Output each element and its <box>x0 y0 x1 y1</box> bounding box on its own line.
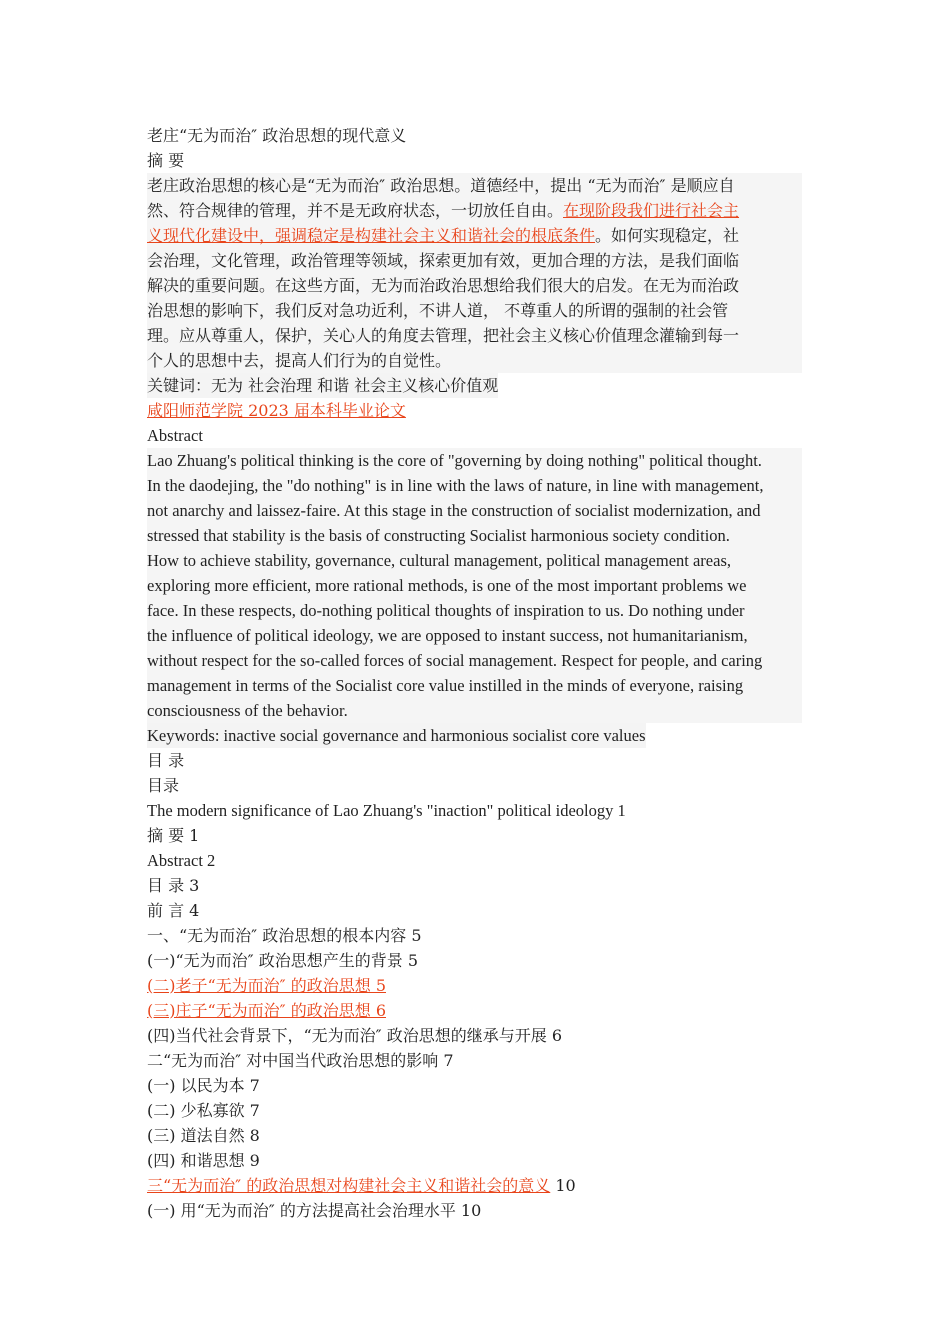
toc-item <box>147 898 807 923</box>
toc-item-text: (一) 以民为本 7 <box>147 1076 260 1095</box>
abstract-line <box>147 323 802 348</box>
school-link[interactable]: 咸阳师范学院 2023 届本科毕业论文 <box>147 401 406 420</box>
abstract-heading: 摘 要 <box>147 151 185 170</box>
abstract-en-paragraph <box>147 448 802 723</box>
abstract-en-line: the influence of political ideology, we are opposed to instant success, not humanitarianism, <box>147 626 748 645</box>
table-of-contents <box>147 798 807 1223</box>
toc-item <box>147 923 807 948</box>
toc-item-text: (一) 用“无为而治″ 的方法提高社会治理水平 10 <box>147 1201 482 1220</box>
toc-item <box>147 1023 807 1048</box>
toc-item <box>147 1148 807 1173</box>
abstract-line <box>147 198 802 223</box>
toc-subheading: 目录 <box>147 776 180 795</box>
abstract-line <box>147 223 802 248</box>
abstract-text: 治思想的影响下，我们反对急功近利，不讲人道， 不尊重人的所谓的强制的社会管 <box>147 301 729 320</box>
toc-item[interactable] <box>147 973 807 998</box>
toc-item-text: 前 言 4 <box>147 901 200 920</box>
toc-item <box>147 1048 807 1073</box>
toc-item[interactable] <box>147 998 807 1023</box>
abstract-en-line: exploring more efficient, more rational methods, is one of the most important problems we <box>147 576 747 595</box>
toc-item-text: (三) 道法自然 8 <box>147 1126 260 1145</box>
abstract-link[interactable]: 义现代化建设中，强调稳定是构建社会主义和谐社会的根底条件 <box>147 226 596 245</box>
abstract-en-line: without respect for the so-called forces of social management. Respect for people, and caring <box>147 651 763 670</box>
document-title: 老庄“无为而治″ 政治思想的现代意义 <box>147 126 407 145</box>
abstract-text: 理。应从尊重人，保护，关心人的角度去管理，把社会主义核心价值理念灌输到每一 <box>147 326 740 345</box>
toc-item <box>147 1123 807 1148</box>
abstract-text: 个人的思想中去，提高人们行为的自觉性。 <box>147 351 452 370</box>
toc-item-text: 一、“无为而治″ 政治思想的根本内容 5 <box>147 926 422 945</box>
keywords-en: Keywords: inactive social governance and harmonious socialist core values <box>147 723 646 748</box>
abstract-en-line: face. In these respects, do-nothing political thoughts of inspiration to us. Do nothing under <box>147 601 745 620</box>
toc-item <box>147 1073 807 1098</box>
abstract-en-line: How to achieve stability, governance, cultural management, political management areas, <box>147 551 731 570</box>
abstract-line <box>147 348 802 373</box>
toc-item-link[interactable]: (三)庄子“无为而治″ 的政治思想 6 <box>147 1001 386 1020</box>
toc-item <box>147 948 807 973</box>
abstract-en-line: not anarchy and laissez-faire. At this stage in the construction of socialist modernization, and <box>147 501 761 520</box>
abstract-line <box>147 298 802 323</box>
abstract-line <box>147 273 802 298</box>
toc-item-text: 二“无为而治″ 对中国当代政治思想的影响 7 <box>147 1051 454 1070</box>
abstract-text: 然、符合规律的管理，并不是无政府状态，一切放任自由。 <box>147 201 564 220</box>
abstract-en-line: Lao Zhuang's political thinking is the core of "governing by doing nothing" political thought. <box>147 451 762 470</box>
abstract-link[interactable]: 在现阶段我们进行社会主 <box>563 201 740 220</box>
abstract-en-line: consciousness of the behavior. <box>147 701 348 720</box>
toc-item <box>147 798 807 823</box>
abstract-en-line: management in terms of the Socialist core value instilled in the minds of everyone, raising <box>147 676 744 695</box>
toc-item-text: (四) 和谐思想 9 <box>147 1151 260 1170</box>
toc-item-link[interactable]: (二)老子“无为而治″ 的政治思想 5 <box>147 976 386 995</box>
toc-item[interactable] <box>147 1173 807 1198</box>
abstract-en-line: stressed that stability is the basis of constructing Socialist harmonious society condition. <box>147 526 730 545</box>
toc-item <box>147 873 807 898</box>
abstract-text: 。如何实现稳定，社 <box>595 226 740 245</box>
abstract-en-heading: Abstract <box>147 426 203 445</box>
abstract-text: 老庄政治思想的核心是“无为而治″ 政治思想。道德经中，提出 “无为而治″ 是顺应自 <box>147 176 735 195</box>
toc-item-text: 摘 要 1 <box>147 826 200 845</box>
abstract-line <box>147 248 802 273</box>
toc-item-link[interactable]: 三“无为而治″ 的政治思想对构建社会主义和谐社会的意义 <box>147 1176 551 1195</box>
toc-item-text: The modern significance of Lao Zhuang's "inaction" political ideology 1 <box>147 801 626 820</box>
toc-item <box>147 823 807 848</box>
toc-heading: 目 录 <box>147 751 185 770</box>
document-page <box>147 123 807 1223</box>
toc-item-text: (四)当代社会背景下，“无为而治″ 政治思想的继承与开展 6 <box>147 1026 562 1045</box>
keywords-cn: 关键词：无为 社会治理 和谐 社会主义核心价值观 <box>147 373 498 398</box>
abstract-text: 会治理，文化管理，政治管理等领域，探索更加有效，更加合理的方法，是我们面临 <box>147 251 740 270</box>
toc-item-text: Abstract 2 <box>147 851 216 870</box>
toc-item-text: 目 录 3 <box>147 876 200 895</box>
toc-item-text: (一)“无为而治″ 政治思想产生的背景 5 <box>147 951 418 970</box>
toc-item-page: 10 <box>550 1176 576 1195</box>
toc-item <box>147 1198 807 1223</box>
abstract-text: 解决的重要问题。在这些方面，无为而治政治思想给我们很大的启发。在无为而治政 <box>147 276 740 295</box>
abstract-en-line: In the daodejing, the "do nothing" is in line with the laws of nature, in line with management, <box>147 476 764 495</box>
toc-item-text: (二) 少私寡欲 7 <box>147 1101 260 1120</box>
toc-item <box>147 1098 807 1123</box>
toc-item <box>147 848 807 873</box>
abstract-line <box>147 173 802 198</box>
abstract-paragraph <box>147 173 802 373</box>
